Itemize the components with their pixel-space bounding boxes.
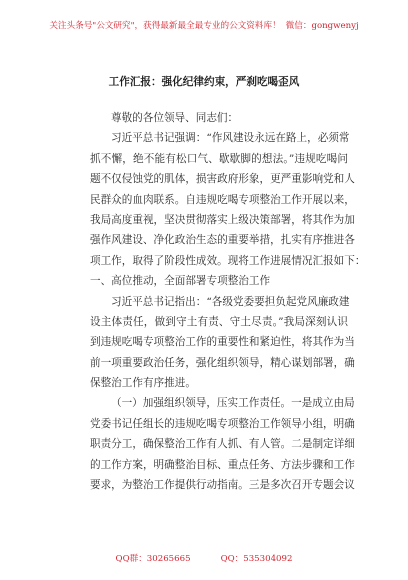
paragraph-line: 要求，为整治工作提供行动指南。三是多次召开专题会议 bbox=[90, 479, 355, 492]
subsection-line: （一）加强组织领导，压实工作责任。一是成立由局 bbox=[111, 397, 355, 410]
section-heading: 一、高位推动，全面部署专项整治工作 bbox=[90, 275, 271, 288]
paragraph-line: 到违规吃喝专项整治工作的重要性和紧迫性，将其作为当 bbox=[90, 336, 355, 349]
footer-banner bbox=[0, 552, 408, 564]
header-wechat-text: 微信：gongwenyj bbox=[285, 21, 359, 31]
paragraph-line: 设主体责任，做到守土有责、守土尽责。”我局深刻认识 bbox=[90, 315, 348, 328]
paragraph-line: 习近平总书记强调：“作风建设永远在路上，必须常 bbox=[111, 132, 350, 145]
paragraph-line: 前一项重要政治任务，强化组织领导，精心谋划部署，确 bbox=[90, 356, 355, 369]
document-title: 工作汇报：强化纪律约束，严刹吃喝歪风 bbox=[108, 76, 300, 88]
salutation-line: 尊敬的各位领导、同志们： bbox=[111, 112, 239, 124]
header-banner bbox=[0, 19, 408, 31]
footer-qq-group: QQ群：30265665 bbox=[115, 554, 191, 564]
document-body bbox=[90, 108, 366, 495]
paragraph-line: 职责分工，确保整治工作有人抓、有人管。二是制定详细 bbox=[90, 438, 355, 451]
paragraph-line: 项工作，取得了阶段性成效。现将工作进展情况汇报如下： bbox=[90, 254, 366, 267]
paragraph-line: 党委书记任组长的违规吃喝专项整治工作领导小组，明确 bbox=[90, 417, 355, 430]
header-banner-text: 关注头条号"公文研究"，获得最新最全最专业的公文资料库！ bbox=[49, 21, 281, 31]
paragraph-line: 抓不懈，绝不能有松口气、歇歇脚的想法。”违规吃喝问 bbox=[90, 152, 348, 165]
paragraph-line: 我局高度重视，坚决贯彻落实上级决策部署，将其作为加 bbox=[90, 213, 355, 226]
paragraph-line: 保整治工作有序推进。 bbox=[90, 377, 196, 390]
paragraph-line: 民群众的血肉联系。自违规吃喝专项整治工作开展以来， bbox=[90, 193, 355, 206]
paragraph-line: 习近平总书记指出：“各级党委要担负起党风廉政建 bbox=[111, 295, 350, 308]
footer-qq-number: QQ：535304092 bbox=[220, 554, 293, 564]
paragraph-line: 的工作方案，明确整治目标、重点任务、方法步骤和工作 bbox=[90, 458, 355, 471]
paragraph-line: 强作风建设、净化政治生态的重要举措，扎实有序推进各 bbox=[90, 234, 355, 247]
paragraph-line: 题不仅侵蚀党的肌体，损害政府形象，更严重影响党和人 bbox=[90, 173, 355, 186]
